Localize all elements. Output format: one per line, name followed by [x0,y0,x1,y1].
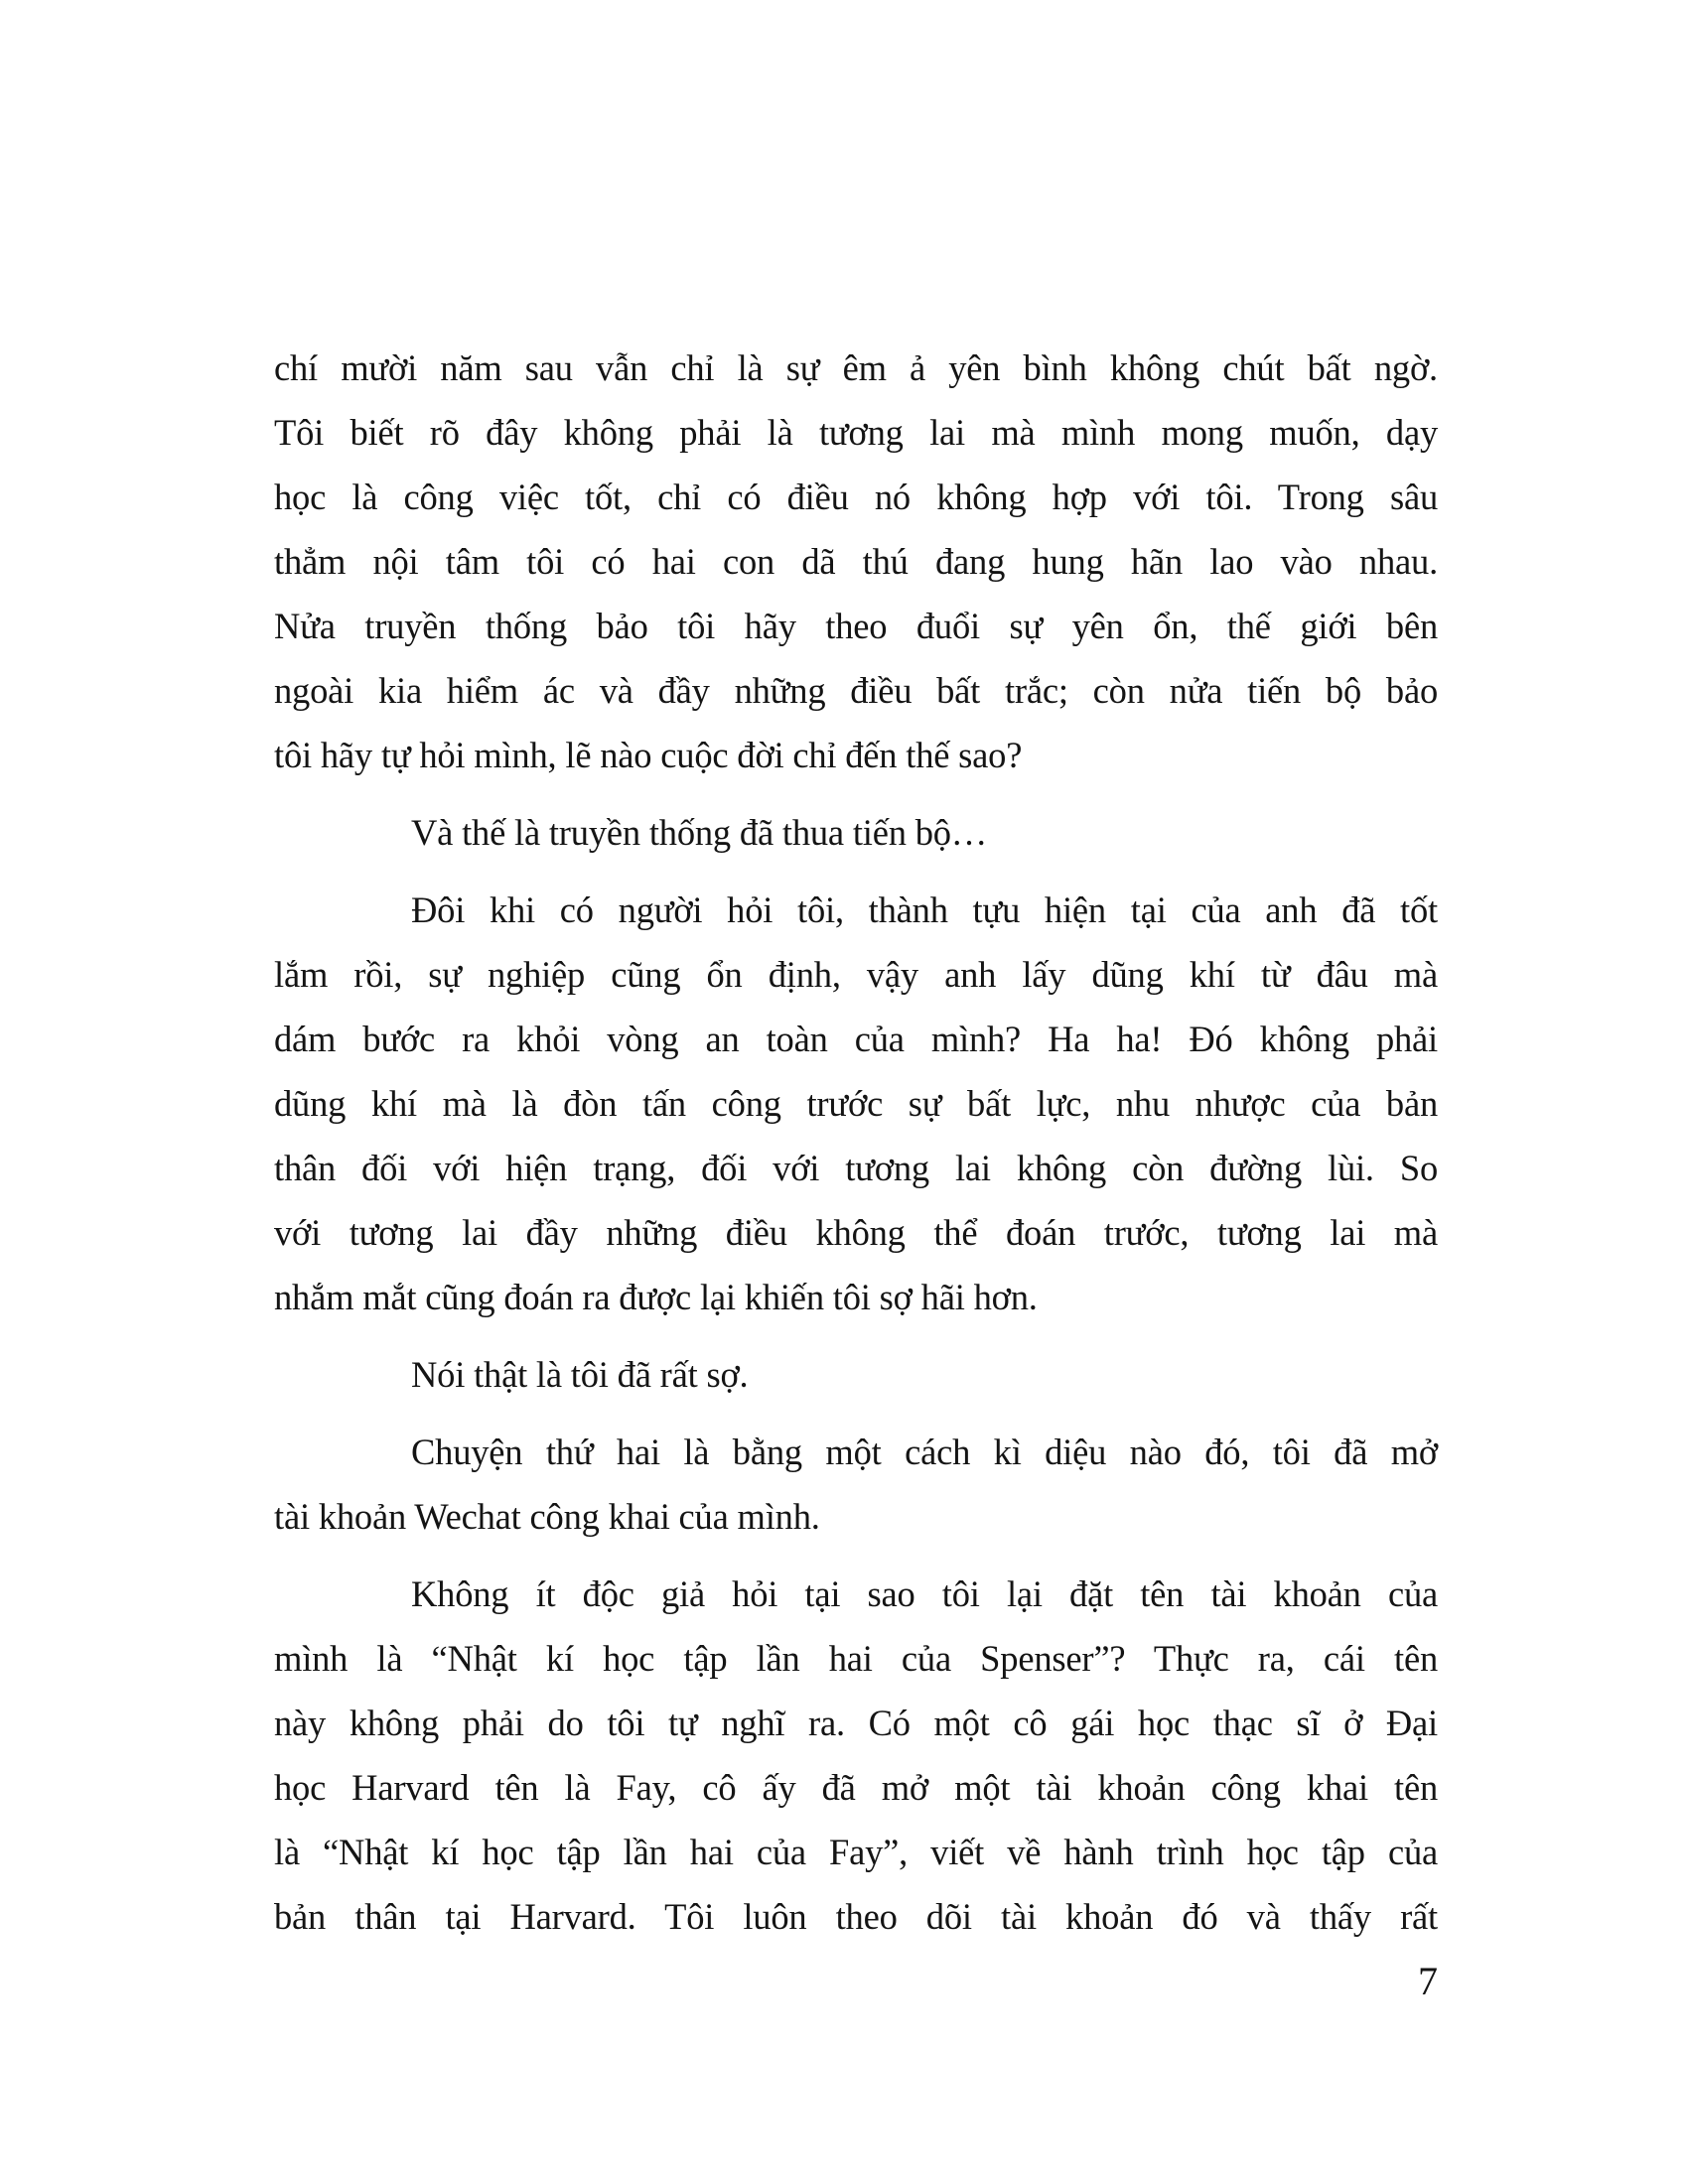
text-line: thẳm nội tâm tôi có hai con dã thú đang hung hãn lao vào nhau. [274,541,1438,582]
text-line: mình là “Nhật kí học tập lần hai của Spenser”? Thực ra, cái tên [274,1638,1438,1679]
page-number: 7 [1418,1959,1438,2003]
text-line: Nói thật là tôi đã rất sợ. [411,1354,749,1395]
text-line: là “Nhật kí học tập lần hai của Fay”, viết về hành trình học tập của [274,1832,1438,1872]
text-line: Tôi biết rõ đây không phải là tương lai mà mình mong muốn, dạy [274,412,1438,453]
body-text [274,336,1438,1949]
text-line: với tương lai đầy những điều không thể đoán trước, tương lai mà [274,1212,1438,1253]
text-line: bản thân tại Harvard. Tôi luôn theo dõi tài khoản đó và thấy rất [274,1896,1438,1937]
text-line: này không phải do tôi tự nghĩ ra. Có một cô gái học thạc sĩ ở Đại [274,1703,1438,1743]
text-line: Không ít độc giả hỏi tại sao tôi lại đặt tên tài khoản của [411,1573,1438,1614]
text-line: dám bước ra khỏi vòng an toàn của mình? Ha ha! Đó không phải [274,1019,1438,1059]
text-line: Chuyện thứ hai là bằng một cách kì diệu nào đó, tôi đã mở [411,1432,1438,1472]
text-line: tài khoản Wechat công khai của mình. [274,1496,820,1537]
text-line: học Harvard tên là Fay, cô ấy đã mở một tài khoản công khai tên [274,1767,1438,1808]
text-line: thân đối với hiện trạng, đối với tương lai không còn đường lùi. So [274,1148,1438,1188]
text-line: chí mười năm sau vẫn chỉ là sự êm ả yên bình không chút bất ngờ. [274,347,1438,388]
text-line: nhắm mắt cũng đoán ra được lại khiến tôi sợ hãi hơn. [274,1277,1038,1317]
text-line: tôi hãy tự hỏi mình, lẽ nào cuộc đời chỉ đến thế sao? [274,735,1023,775]
text-line: lắm rồi, sự nghiệp cũng ổn định, vậy anh lấy dũng khí từ đâu mà [274,954,1438,995]
text-line: học là công việc tốt, chỉ có điều nó không hợp với tôi. Trong sâu [274,477,1438,517]
text-line: dũng khí mà là đòn tấn công trước sự bất lực, nhu nhược của bản [274,1083,1438,1124]
text-line: Nửa truyền thống bảo tôi hãy theo đuổi sự yên ổn, thế giới bên [274,606,1438,646]
text-line: Và thế là truyền thống đã thua tiến bộ… [411,812,988,853]
text-line: Đôi khi có người hỏi tôi, thành tựu hiện tại của anh đã tốt [411,889,1438,930]
text-line: ngoài kia hiểm ác và đầy những điều bất trắc; còn nửa tiến bộ bảo [274,670,1438,711]
